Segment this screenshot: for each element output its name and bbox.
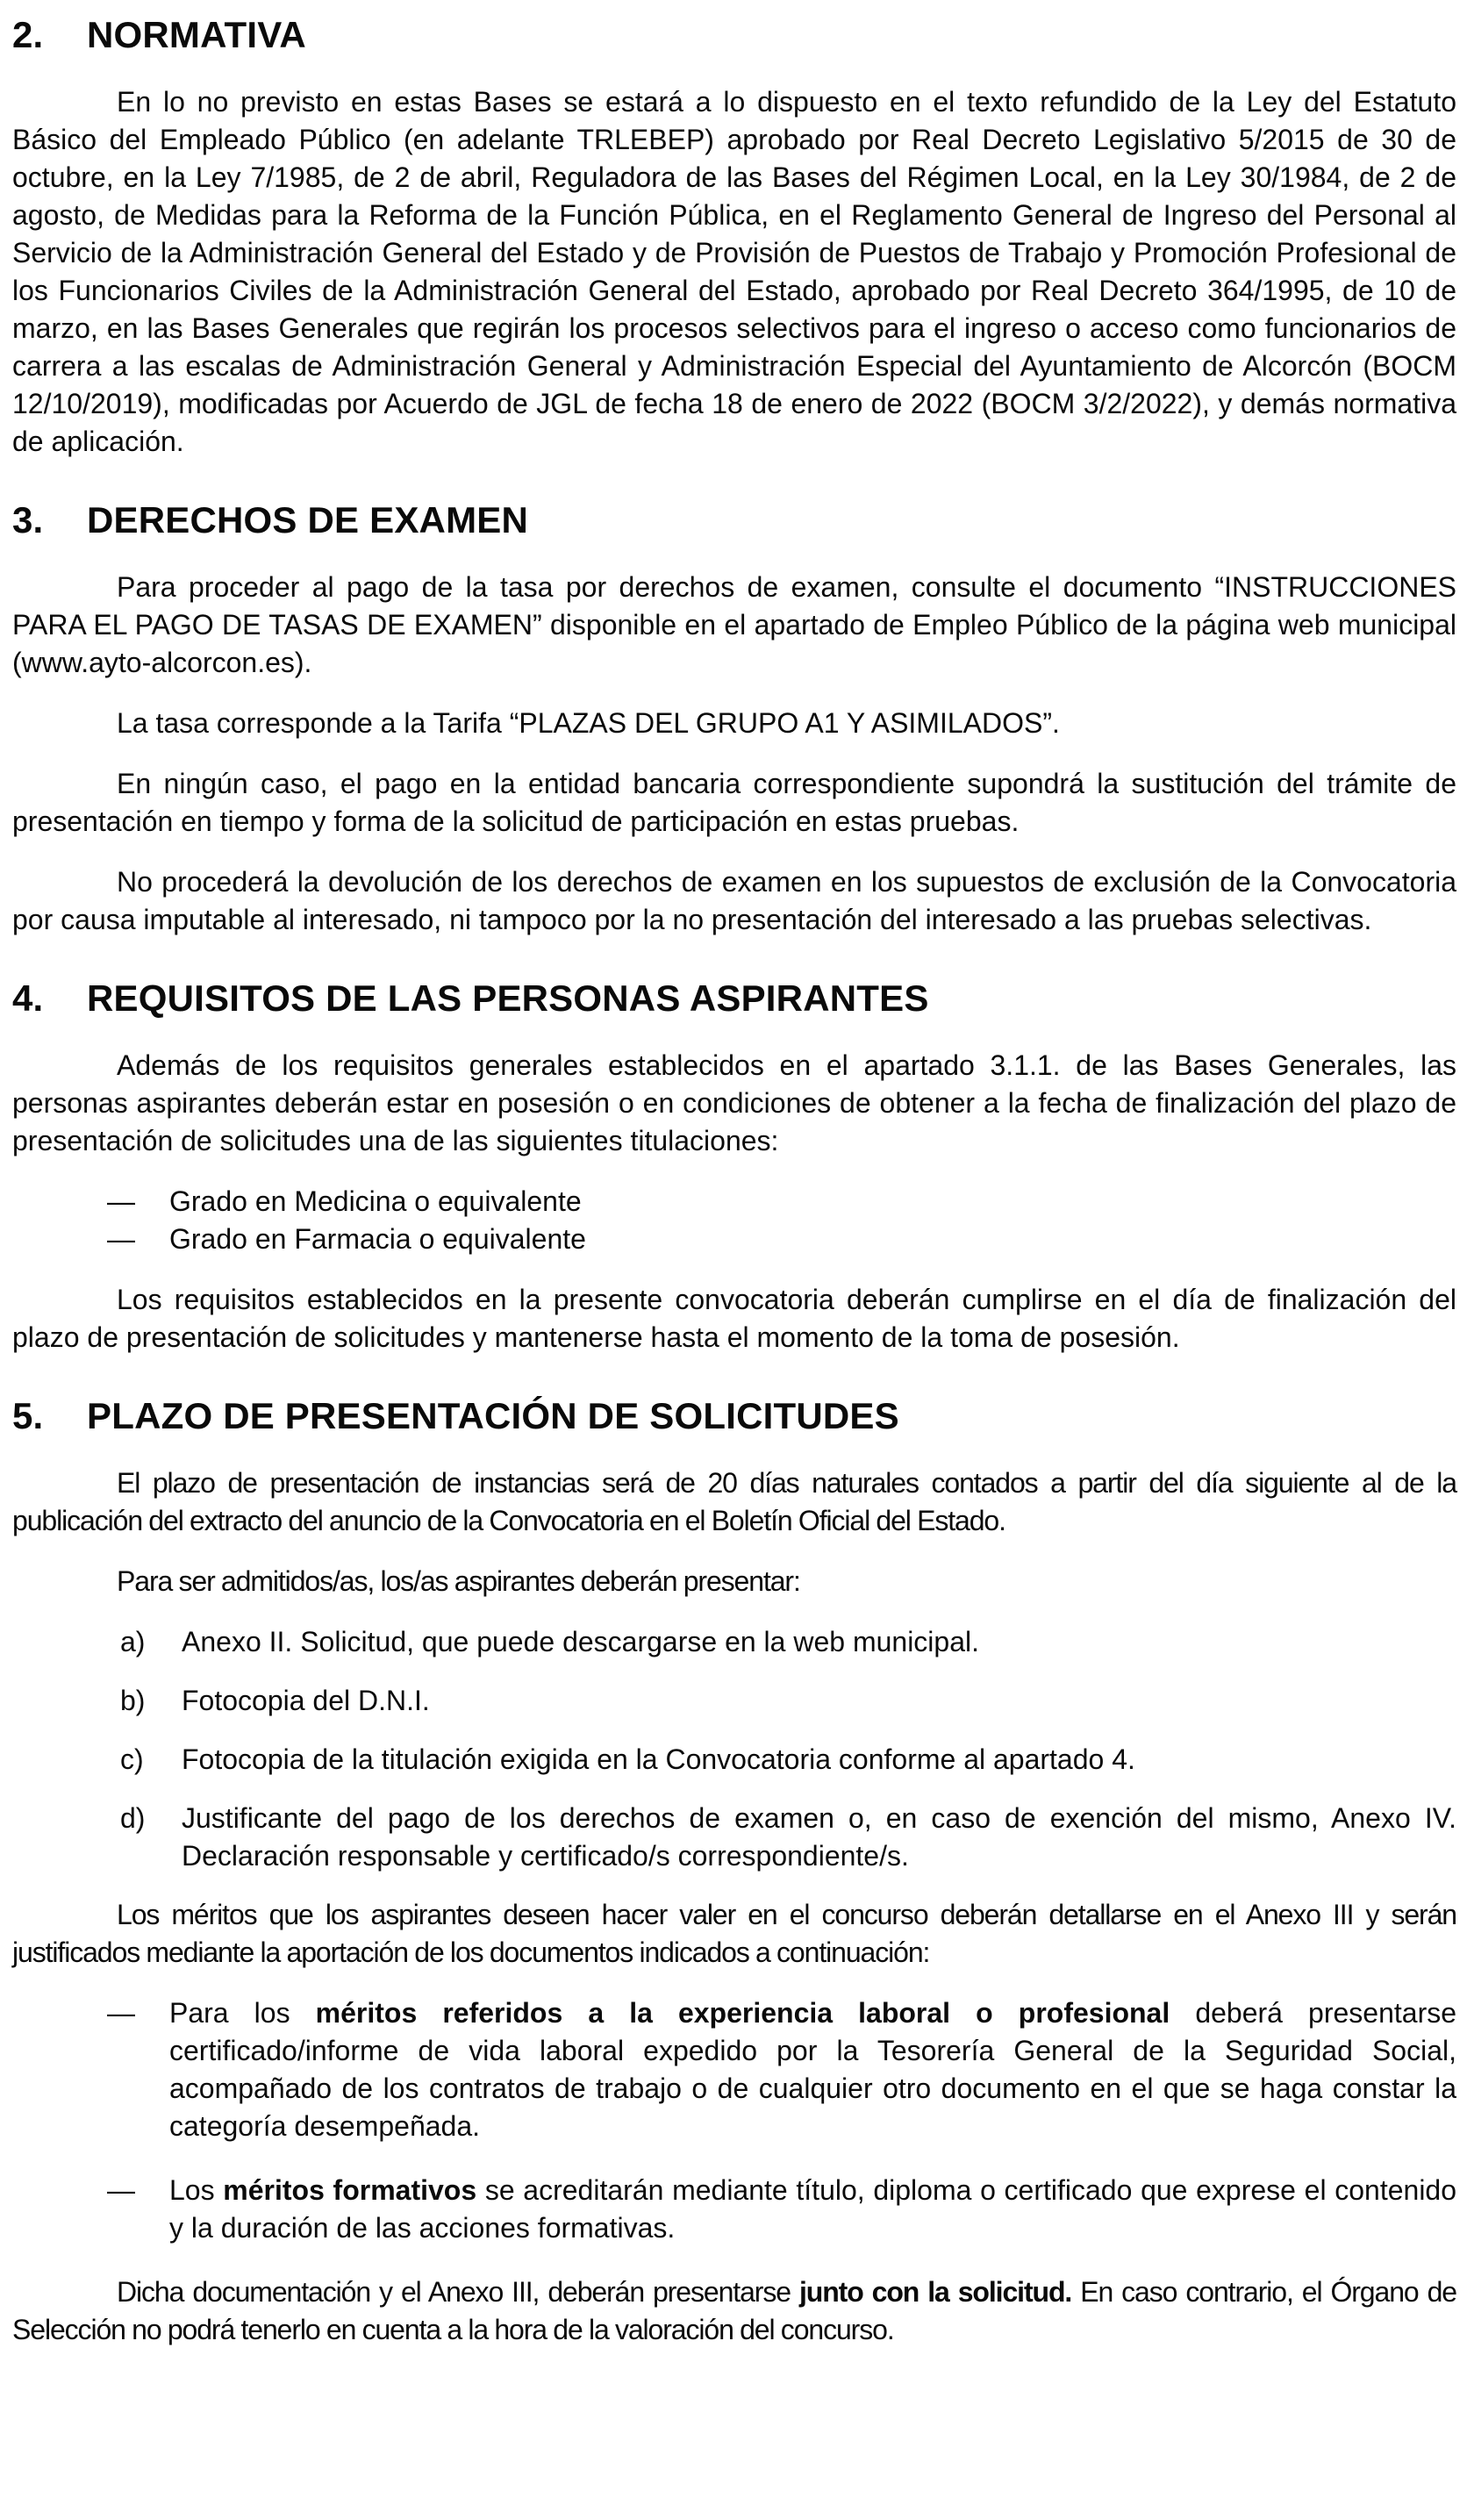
section-title: PLAZO DE PRESENTACIÓN DE SOLICITUDES (87, 1395, 899, 1436)
list-item-titulacion-farmacia (12, 1221, 1456, 1258)
dash-marker: — (107, 2174, 135, 2206)
section-number: 4. (12, 977, 44, 1019)
list-item-text: Grado en Farmacia o equivalente (169, 1223, 586, 1255)
section-title: NORMATIVA (87, 14, 306, 55)
dash-marker: — (107, 1997, 135, 2029)
paragraph-admitidos-presentar: Para ser admitidos/as, los/as aspirantes deberán presentar: (117, 1565, 800, 1597)
list-item-text: Grado en Medicina o equivalente (169, 1185, 582, 1217)
paragraph-normativa: En lo no previsto en estas Bases se estará a lo dispuesto en el texto refundido de la Ley del Estatuto Básico del Empleado Público (en adelante TRLEBEP) aprobado por Real Decreto Legislativo 5/2015 de 30 de octubre, en la Ley 7/1985, de 2 de abril, Reguladora de las Bases del Régimen Local, en la Ley 30/1984, de 2 de agosto, de Medidas para la Reforma de la Función Pública, en el Reglamento General de Ingreso del Personal al Servicio de la Administración General del Estado y de Provisión de Puestos de Trabajo y Promoción Profesional de los Funcionarios Civiles de la Administración General del Estado, aprobado por Real Decreto 364/1995, de 10 de marzo, en las Bases Generales que regirán los procesos selectivos para el ingreso o acceso como funcionarios de carrera a las escalas de Administración General y Administración Especial del Ayuntamiento de Alcorcón (BOCM 12/10/2019), modificadas por Acuerdo de JGL de fecha 18 de enero de 2022 (BOCM 3/2/2022), y demás normativa de aplicación. (12, 86, 1456, 457)
section-number: 3. (12, 499, 44, 541)
section-title: DERECHOS DE EXAMEN (87, 499, 529, 541)
list-item-fotocopia-dni (12, 1682, 1456, 1720)
paragraph-pago-tasa: Para proceder al pago de la tasa por derechos de examen, consulte el documento “INSTRUCCIONES PARA EL PAGO DE TASAS DE EXAMEN” disponible en el apartado de Empleo Público de la página web municipal (www.ayto-alcorcon.es). (12, 571, 1456, 678)
paragraph-requisitos-generales: Además de los requisitos generales establecidos en el apartado 3.1.1. de las Bases Generales, las personas aspirantes deberán estar en posesión o en condiciones de obtener a la fecha de finalización del plazo de presentación de solicitudes una de las siguientes titulaciones: (12, 1049, 1456, 1156)
list-item-titulacion-medicina (12, 1183, 1456, 1221)
section-title: REQUISITOS DE LAS PERSONAS ASPIRANTES (87, 977, 929, 1019)
dash-marker: — (107, 1185, 135, 1217)
section-heading-plazo (12, 1397, 1456, 1435)
list-item-text: Justificante del pago de los derechos de examen o, en caso de exención del mismo, Anexo IV. Declaración responsable y certificado/s correspondiente/s. (182, 1802, 1456, 1872)
list-item-text: Para los méritos referidos a la experiencia laboral o profesional deberá presentarse certificado/informe de vida laboral expedido por la Tesorería General de la Seguridad Social, acompañado de los contratos de trabajo o de cualquier otro documento en el que se haga constar la categoría desempeñada. (169, 1997, 1457, 2142)
list-item-text: Fotocopia de la titulación exigida en la Convocatoria conforme al apartado 4. (182, 1743, 1135, 1775)
paragraph-tarifa: La tasa corresponde a la Tarifa “PLAZAS DEL GRUPO A1 Y ASIMILADOS”. (117, 707, 1060, 739)
paragraph-requisitos-cumplirse: Los requisitos establecidos en la presente convocatoria deberán cumplirse en el día de finalización del plazo de presentación de solicitudes y mantenerse hasta el momento de la toma de posesión. (12, 1284, 1456, 1353)
letter-marker: b) (120, 1685, 146, 1716)
paragraph-plazo-instancias: El plazo de presentación de instancias será de 20 días naturales contados a partir del día siguiente al de la publicación del extracto del anuncio de la Convocatoria en el Boletín Oficial del Estado. (12, 1467, 1456, 1536)
list-item-text: Anexo II. Solicitud, que puede descargarse en la web municipal. (182, 1626, 979, 1657)
paragraph-pago-entidad-bancaria: En ningún caso, el pago en la entidad bancaria correspondiente supondrá la sustitución del trámite de presentación en tiempo y forma de la solicitud de participación en estas pruebas. (12, 768, 1456, 837)
list-item-anexo-ii (12, 1623, 1456, 1661)
bold-text-junto-solicitud: junto con la solicitud. (798, 2276, 1072, 2308)
list-item-meritos-formativos (12, 2172, 1456, 2247)
section-heading-derechos-examen (12, 501, 1456, 539)
section-number: 5. (12, 1395, 44, 1436)
paragraph-documentacion-anexo-iii: Dicha documentación y el Anexo III, deberán presentarse junto con la solicitud. En caso contrario, el Órgano de Selección no podrá tenerlo en cuenta a la hora de la valoración del concurso. (12, 2276, 1456, 2345)
list-item-justificante-pago (12, 1800, 1456, 1875)
letter-marker: d) (120, 1802, 146, 1834)
paragraph-meritos-concurso: Los méritos que los aspirantes deseen hacer valer en el concurso deberán detallarse en el Anexo III y serán justificados mediante la aportación de los documentos indicados a continuación: (12, 1899, 1456, 1968)
list-item-text: Los méritos formativos se acreditarán mediante título, diploma o certificado que exprese el contenido y la duración de las acciones formativas. (169, 2174, 1457, 2244)
list-item-meritos-experiencia (12, 1994, 1456, 2145)
paragraph-no-devolucion: No procederá la devolución de los derechos de examen en los supuestos de exclusión de la Convocatoria por causa imputable al interesado, ni tampoco por la no presentación del interesado a las pruebas selectivas. (12, 866, 1456, 935)
bold-text-meritos-formativos: méritos formativos (223, 2174, 477, 2206)
letter-marker: c) (120, 1743, 144, 1775)
section-heading-normativa (12, 16, 1456, 54)
section-number: 2. (12, 14, 44, 55)
dash-marker: — (107, 1223, 135, 1255)
letter-marker: a) (120, 1626, 146, 1657)
section-heading-requisitos (12, 979, 1456, 1017)
titulaciones-list (12, 1183, 1456, 1258)
list-item-text: Fotocopia del D.N.I. (182, 1685, 430, 1716)
bold-text-meritos-experiencia: méritos referidos a la experiencia laboral o profesional (315, 1997, 1170, 2029)
list-item-fotocopia-titulacion (12, 1741, 1456, 1779)
